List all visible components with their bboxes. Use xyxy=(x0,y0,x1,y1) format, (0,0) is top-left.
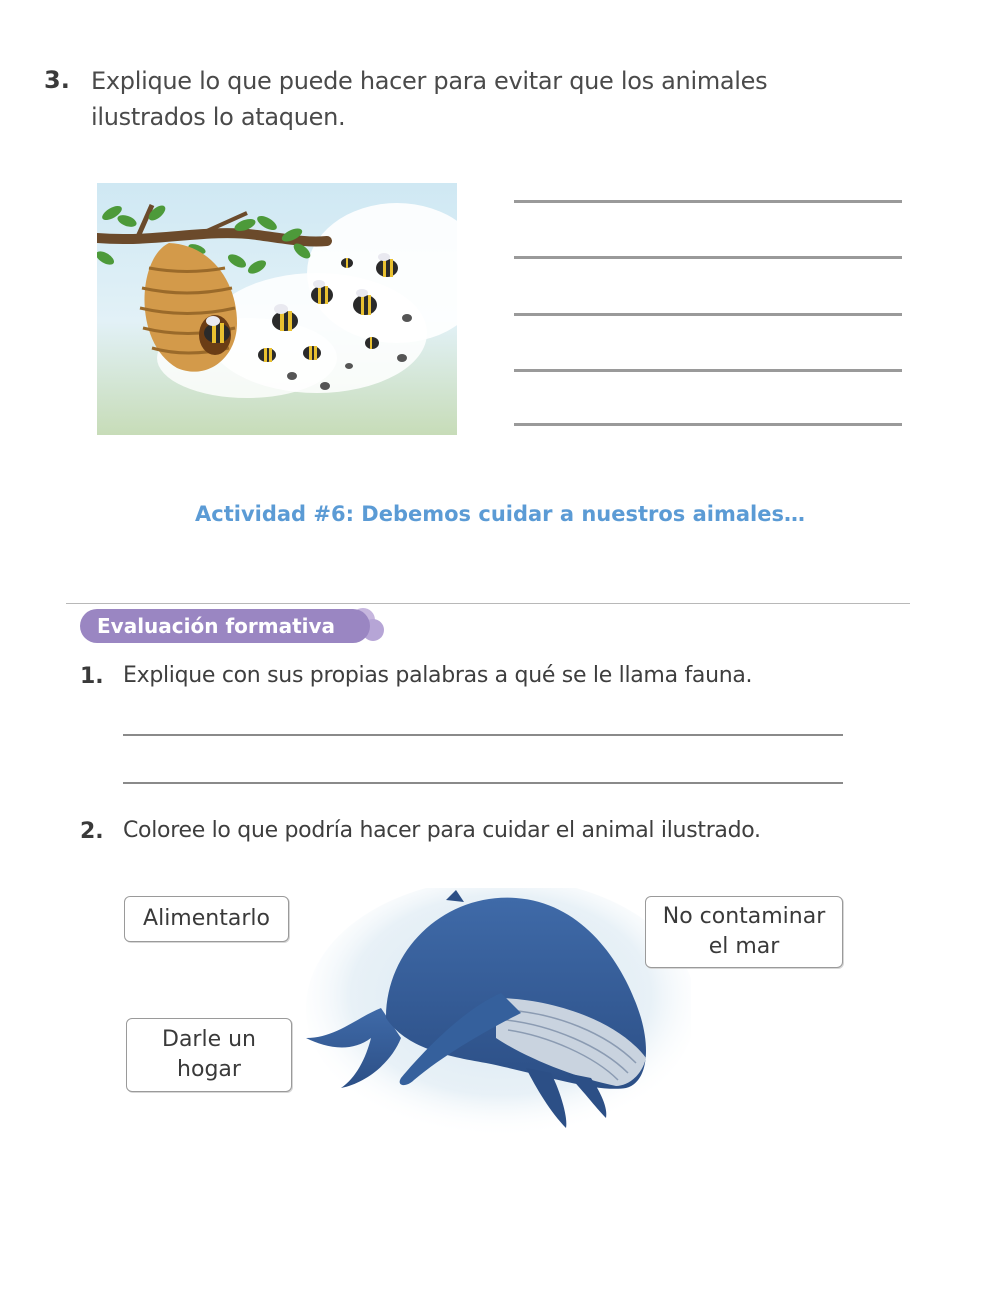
bee-hive-scene-icon xyxy=(97,183,457,435)
option-no-contaminar-line-1: No contaminar xyxy=(662,904,826,929)
answer-line-2[interactable] xyxy=(514,256,902,259)
answer-line-4[interactable] xyxy=(514,369,902,372)
option-darle-hogar[interactable] xyxy=(126,1018,292,1092)
q1-answer-line-1[interactable] xyxy=(123,734,843,736)
whale-illustration xyxy=(296,888,691,1138)
option-alimentarlo-label: Alimentarlo xyxy=(143,906,270,931)
evaluation-badge: Evaluación formativa xyxy=(80,609,370,643)
section-divider xyxy=(66,603,910,604)
question-3-number: 3. xyxy=(44,66,70,94)
answer-line-1[interactable] xyxy=(514,200,902,203)
option-darle-hogar-line-2: hogar xyxy=(177,1057,241,1082)
option-alimentarlo[interactable] xyxy=(124,896,289,942)
question-2-text: Coloree lo que podría hacer para cuidar el animal ilustrado. xyxy=(123,818,761,843)
answer-line-5[interactable] xyxy=(514,423,902,426)
whale-icon xyxy=(296,888,691,1138)
q1-answer-line-2[interactable] xyxy=(123,782,843,784)
bee-hive-illustration xyxy=(97,183,457,435)
question-3-line-1: Explique lo que puede hacer para evitar que los animales xyxy=(91,67,768,95)
question-1-number: 1. xyxy=(80,664,104,689)
question-3-line-2: ilustrados lo ataquen. xyxy=(91,103,346,131)
answer-line-3[interactable] xyxy=(514,313,902,316)
question-2-number: 2. xyxy=(80,819,104,844)
option-no-contaminar[interactable] xyxy=(645,896,843,968)
activity-title: Actividad #6: Debemos cuidar a nuestros aimales… xyxy=(195,502,805,526)
option-darle-hogar-line-1: Darle un xyxy=(162,1027,256,1052)
question-1-text: Explique con sus propias palabras a qué se le llama fauna. xyxy=(123,663,753,688)
option-no-contaminar-line-2: el mar xyxy=(708,934,780,959)
